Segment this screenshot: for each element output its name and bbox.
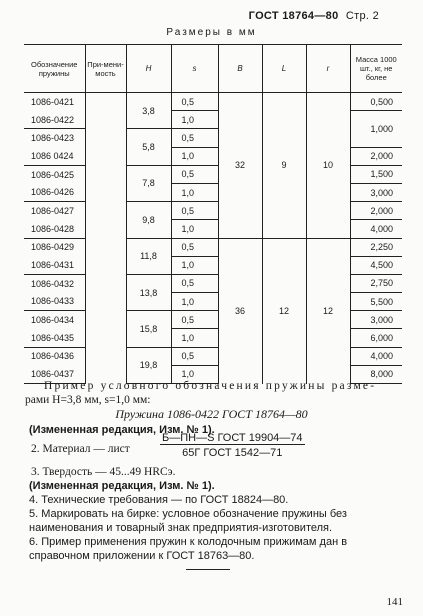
mass-cell: 4,000 bbox=[350, 220, 402, 238]
s-cell: 0,5 bbox=[171, 129, 218, 147]
designation-cell: 1086-0421 bbox=[31, 96, 75, 107]
designation-cell: 1086-0435 bbox=[24, 329, 85, 347]
dimensions-table bbox=[24, 44, 402, 384]
L-cell: 12 bbox=[262, 238, 306, 384]
standard-number: ГОСТ 18764—80 bbox=[248, 10, 339, 22]
mass-cell: 2,250 bbox=[350, 238, 402, 256]
item-4-text: 4. Технические требования — по ГОСТ 18824—80. bbox=[29, 494, 289, 506]
designation-cell: 1086-0422 bbox=[24, 111, 85, 129]
mass-cell: 4,000 bbox=[350, 347, 402, 365]
table-caption: Размеры в мм bbox=[166, 27, 257, 38]
applicability-cell bbox=[85, 93, 126, 384]
s-cell: 0,5 bbox=[171, 165, 218, 183]
col-designation: Обозначение пружины bbox=[24, 45, 85, 93]
s-cell: 0,5 bbox=[171, 274, 218, 292]
designation-cell: 1086-0433 bbox=[24, 293, 85, 311]
col-mass: Масса 1000 шт., кг, не более bbox=[350, 45, 402, 93]
item-6-text: 6. Пример применения пружин к колодочным прижимам дан в справочном приложении к ГОСТ 18763—80. bbox=[29, 536, 348, 562]
mass-cell: 6,000 bbox=[350, 329, 402, 347]
L-cell: 9 bbox=[262, 93, 306, 239]
col-r: r bbox=[306, 45, 350, 93]
s-cell: 1,0 bbox=[171, 256, 218, 274]
s-cell: 1,0 bbox=[171, 365, 218, 383]
mass-cell: 2,000 bbox=[350, 147, 402, 165]
col-L: L bbox=[262, 45, 306, 93]
mass-cell: 4,500 bbox=[350, 256, 402, 274]
example-heading: Пример условного обозначения пружины разме- bbox=[44, 380, 377, 392]
H-cell: 9,8 bbox=[126, 202, 171, 238]
s-cell: 1,0 bbox=[171, 183, 218, 201]
page-number: 141 bbox=[386, 596, 403, 608]
col-H: H bbox=[126, 45, 171, 93]
col-s: s bbox=[171, 45, 218, 93]
s-cell: 1,0 bbox=[171, 111, 218, 129]
mass-cell: 3,000 bbox=[350, 311, 402, 329]
B-cell: 32 bbox=[218, 93, 262, 239]
mass-cell: 0,500 bbox=[350, 93, 402, 111]
mass-cell: 1,500 bbox=[350, 165, 402, 183]
designation-cell: 1086-0427 bbox=[31, 205, 75, 216]
s-cell: 0,5 bbox=[171, 202, 218, 220]
edition-note: (Измененная редакция, Изм. № 1). bbox=[29, 480, 215, 492]
mass-cell: 3,000 bbox=[350, 183, 402, 201]
example-formula: Пружина 1086-0422 ГОСТ 18764—80 bbox=[115, 407, 308, 421]
page-header bbox=[249, 10, 379, 22]
s-cell: 1,0 bbox=[171, 220, 218, 238]
H-cell: 5,8 bbox=[126, 129, 171, 165]
material-denominator: 65Г ГОСТ 1542—71 bbox=[182, 447, 283, 459]
mass-cell: 1,000 bbox=[350, 111, 402, 147]
hardness-text: 3. Твердость — 45...49 HRCэ. bbox=[31, 466, 176, 478]
r-cell: 10 bbox=[306, 93, 350, 239]
designation-cell: 1086-0437 bbox=[24, 365, 85, 383]
mass-cell: 5,500 bbox=[350, 293, 402, 311]
col-B: B bbox=[218, 45, 262, 93]
item-5-text: 5. Маркировать на бирке: условное обозначение пружины без наименования и товарный знак предприятия-изготовителя. bbox=[29, 508, 347, 534]
col-applicability: При-мени-мость bbox=[85, 45, 126, 93]
s-cell: 1,0 bbox=[171, 147, 218, 165]
s-cell: 0,5 bbox=[171, 93, 218, 111]
edition-note: (Измененная редакция, Изм. № 1). bbox=[29, 424, 215, 436]
designation-cell: 1086-0432 bbox=[31, 278, 75, 289]
s-cell: 1,0 bbox=[171, 293, 218, 311]
designation-cell: 1086-0434 bbox=[31, 315, 75, 326]
mass-cell: 2,000 bbox=[350, 202, 402, 220]
divider bbox=[186, 569, 230, 570]
material-label: 2. Материал — лист bbox=[31, 443, 130, 455]
table-header-row bbox=[24, 45, 402, 93]
H-cell: 13,8 bbox=[126, 274, 171, 310]
page-label: Стр. 2 bbox=[345, 10, 379, 22]
example-dimensions: рами H=3,8 мм, s=1,0 мм: bbox=[25, 394, 151, 406]
designation-cell: 1086-0428 bbox=[24, 220, 85, 238]
designation-cell: 1086-0429 bbox=[31, 242, 75, 253]
designation-cell: 1086-0423 bbox=[31, 133, 75, 144]
designation-cell: 1086-0426 bbox=[24, 183, 85, 201]
material-numerator: Б—ПН—S ГОСТ 19904—74 bbox=[162, 432, 303, 444]
H-cell: 7,8 bbox=[126, 165, 171, 201]
designation-cell: 1086 0424 bbox=[24, 147, 85, 165]
s-cell: 0,5 bbox=[171, 238, 218, 256]
B-cell: 36 bbox=[218, 238, 262, 384]
mass-cell: 2,750 bbox=[350, 274, 402, 292]
r-cell: 12 bbox=[306, 238, 350, 384]
mass-cell: 8,000 bbox=[350, 365, 402, 383]
s-cell: 0,5 bbox=[171, 311, 218, 329]
s-cell: 0,5 bbox=[171, 347, 218, 365]
H-cell: 3,8 bbox=[126, 93, 171, 129]
H-cell: 19,8 bbox=[126, 347, 171, 383]
designation-cell: 1086-0431 bbox=[24, 256, 85, 274]
s-cell: 1,0 bbox=[171, 329, 218, 347]
designation-cell: 1086-0425 bbox=[31, 169, 75, 180]
designation-cell: 1086-0436 bbox=[31, 351, 75, 362]
material-fraction bbox=[160, 432, 305, 459]
H-cell: 15,8 bbox=[126, 311, 171, 347]
H-cell: 11,8 bbox=[126, 238, 171, 274]
